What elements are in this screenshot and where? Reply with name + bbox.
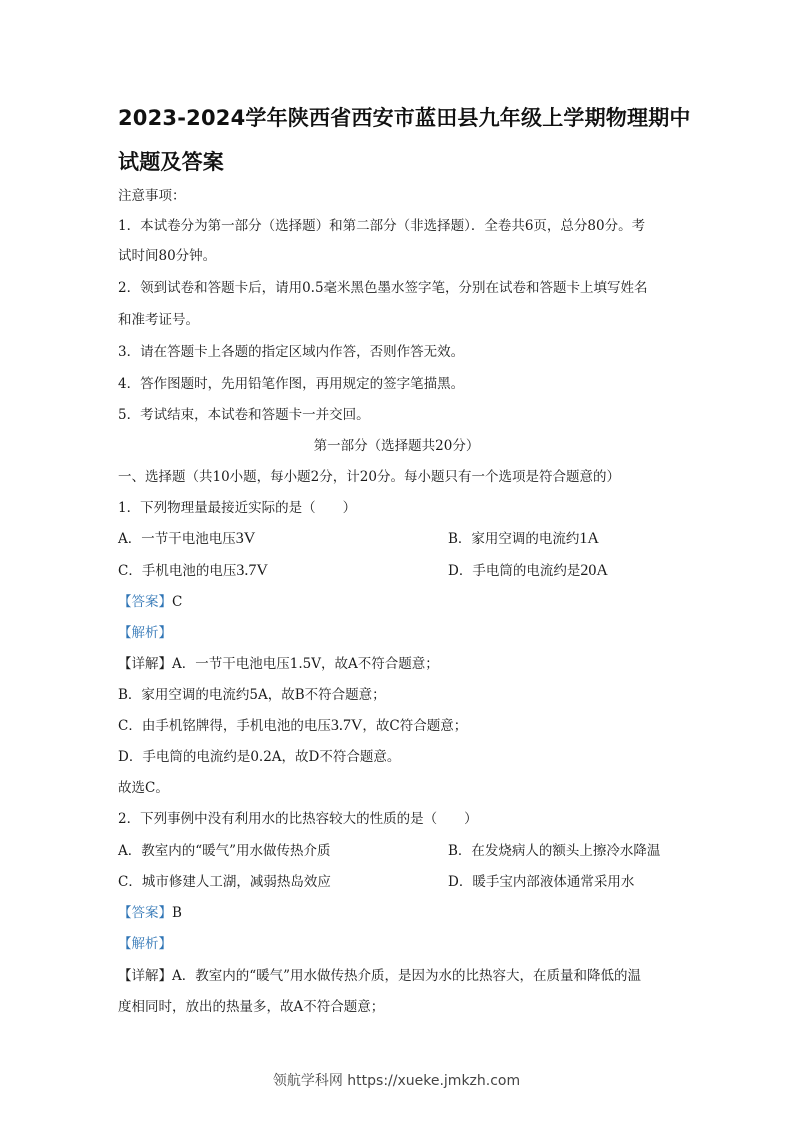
q1-analysis-tag: 【解析】 bbox=[118, 625, 172, 641]
notice-item-5: 5．考试结束，本试卷和答题卡一并交回。 bbox=[118, 407, 370, 423]
q1-detail-3-value: 3.7V bbox=[330, 717, 363, 734]
part-heading: 第一部分（选择题共20分） bbox=[313, 438, 480, 454]
q2-detail-1 bbox=[118, 966, 683, 986]
notice-item-1a: 1．本试卷分为第一部分（选择题）和第二部分（非选择题）．全卷共6页，总分80分。考 bbox=[118, 218, 646, 234]
q1-detail-4: D．手电筒的电流约是0.2A，故D不符合题意。 bbox=[118, 749, 401, 765]
q2-answer-tag: 【答案】 bbox=[118, 905, 172, 921]
q1-option-c-text: C．手机电池的电压 bbox=[118, 563, 237, 579]
notice-item-2b: 和准考证号。 bbox=[118, 312, 199, 328]
q2-detail-2: 度相同时，放出的热量多，故A不符合题意； bbox=[118, 999, 385, 1015]
q1-option-a-text: A．一节干电池电压 bbox=[118, 531, 236, 547]
document-title bbox=[118, 96, 698, 184]
notice-item-1b: 试时间80分钟。 bbox=[118, 248, 217, 264]
q2-answer bbox=[118, 903, 683, 923]
q2-answer-value: B bbox=[172, 905, 182, 921]
q2-analysis-tag: 【解析】 bbox=[118, 936, 172, 952]
section-heading: 一、选择题（共10小题，每小题2分，计20分。每小题只有一个选项是符合题意的） bbox=[118, 469, 620, 485]
q1-detail-1-text: A．一节干电池电压1.5V，故A不符合题意； bbox=[172, 656, 439, 672]
q1-option-c-value: 3.7V bbox=[236, 562, 268, 579]
q1-option-b-text: B．家用空调的电流约 bbox=[448, 531, 580, 547]
q1-detail-3 bbox=[118, 716, 683, 736]
notice-item-3: 3．请在答题卡上各题的指定区域内作答，否则作答无效。 bbox=[118, 344, 465, 360]
q2-option-a: A．教室内的“暖气”用水做传热介质 bbox=[118, 843, 331, 859]
q1-answer-tag: 【答案】 bbox=[118, 594, 172, 610]
q2-option-d: D．暖手宝内部液体通常采用水 bbox=[448, 874, 635, 890]
q1-answer bbox=[118, 592, 683, 612]
title-line-1: 2023-2024学年陕西省西安市蓝田县九年级上学期物理期中 bbox=[118, 106, 691, 130]
footer-watermark: 领航学科网 https://xueke.jmkzh.com bbox=[272, 1073, 521, 1089]
q1-detail-tag: 【详解】 bbox=[118, 656, 172, 672]
q1-option-d-text: D．手电筒的电流约是 bbox=[448, 563, 581, 579]
notice-item-2a: 2．领到试卷和答题卡后，请用0.5毫米黑色墨水签字笔，分别在试卷和答题卡上填写姓名 bbox=[118, 280, 648, 296]
q2-stem: 2．下列事例中没有利用水的比热容较大的性质的是（ ） bbox=[118, 811, 478, 827]
q1-option-a-value: 3V bbox=[235, 530, 256, 547]
notice-heading: 注意事项： bbox=[118, 188, 186, 204]
q1-answer-value: C bbox=[172, 594, 183, 610]
q1-stem: 1．下列物理量最接近实际的是（ ） bbox=[118, 500, 357, 516]
q2-detail-tag: 【详解】 bbox=[118, 968, 172, 984]
q2-option-c: C．城市修建人工湖，减弱热岛效应 bbox=[118, 874, 331, 890]
q1-option-b bbox=[448, 529, 599, 549]
q1-option-d-value: 20A bbox=[580, 562, 608, 579]
q1-detail-2: B．家用空调的电流约5A，故B不符合题意； bbox=[118, 687, 386, 703]
q1-detail-1 bbox=[118, 654, 683, 674]
q2-detail-1-text: A．教室内的“暖气”用水做传热介质，是因为水的比热容大，在质量和降低的温 bbox=[172, 968, 642, 984]
q2-option-b: B．在发烧病人的额头上擦冷水降温 bbox=[448, 843, 661, 859]
q1-detail-3-end: ，故C符合题意； bbox=[362, 718, 468, 734]
notice-item-4: 4．答作图题时，先用铅笔作图，再用规定的签字笔描黑。 bbox=[118, 376, 465, 392]
q1-detail-3-text: C．由手机铭牌得，手机电池的电压 bbox=[118, 718, 331, 734]
q1-option-d bbox=[448, 561, 608, 581]
q1-conclusion: 故选C。 bbox=[118, 780, 169, 796]
title-line-2: 试题及答案 bbox=[118, 150, 224, 174]
q1-option-b-value: 1A bbox=[579, 530, 599, 547]
